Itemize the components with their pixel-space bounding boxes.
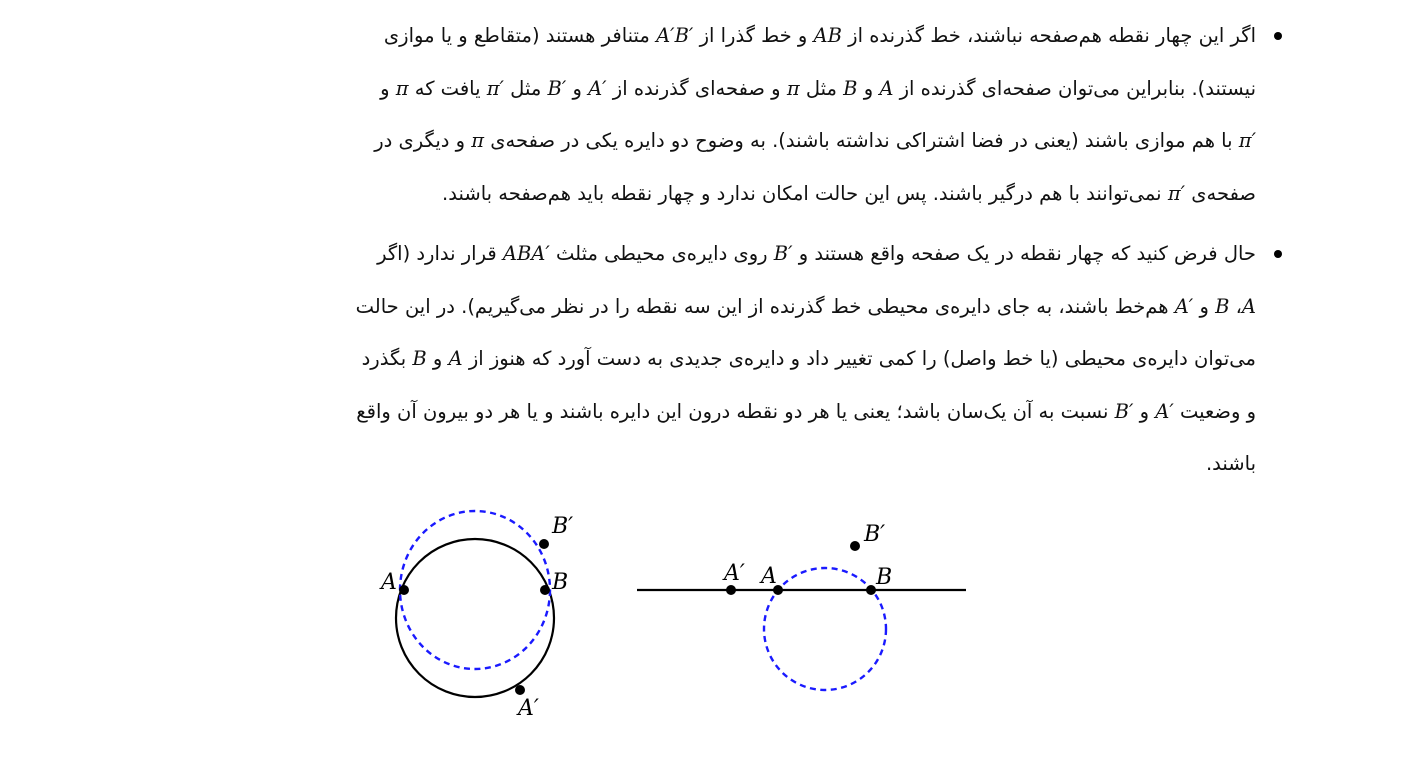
- figure-left-circles: [379, 511, 573, 721]
- paragraph-line: π′ با هم موازی باشند (یعنی در فضا اشتراکی نداشته باشند). به وضوح دو دایره یکی در صفحه‌ی π و دیگری در: [374, 129, 1256, 152]
- label-Aprime: A′: [518, 696, 539, 721]
- point-B: [540, 585, 550, 595]
- label-A: A: [381, 570, 397, 595]
- point-B: [866, 585, 876, 595]
- label-Bprime: B′: [552, 514, 574, 539]
- point-Bprime: [539, 539, 549, 549]
- paragraph-line: A، B و A′ هم‌خط باشند، به جای دایره‌ی محیطی خط گذرنده از این سه نقطه را در نظر می‌گیریم). در این حالت: [355, 294, 1256, 318]
- new-circle-dashed: [400, 511, 550, 669]
- paragraph-line: و وضعیت A′ و B′ نسبت به آن یک‌سان باشد؛ یعنی یا هر دو نقطه درون این دایره باشند و یا هر دو بیرون آن واقع: [356, 399, 1256, 423]
- math-AB: AB: [813, 24, 842, 47]
- label-B: B: [552, 570, 569, 595]
- label-B: B: [876, 565, 893, 590]
- point-Bprime: [850, 541, 860, 551]
- paragraph-line: می‌توان دایره‌ی محیطی (یا خط واصل) را کمی تغییر داد و دایره‌ی جدیدی به دست آورد که هنوز از A و B بگذرد: [361, 347, 1256, 370]
- label-Bprime: B′: [864, 522, 886, 547]
- paragraph-line: صفحه‌ی π′ نمی‌توانند با هم درگیر باشند. پس این حالت امکان ندارد و چهار نقطه باید هم‌صفحه باشند.: [442, 181, 1256, 205]
- circumcircle-solid: [396, 539, 554, 697]
- point-Aprime: [515, 685, 525, 695]
- point-Aprime: [726, 585, 736, 595]
- paragraph-line: حال فرض کنید که چهار نقطه در یک صفحه واقع هستند و B′ روی دایره‌ی محیطی مثلث ABA′ قرار ندارد (اگر: [377, 242, 1256, 265]
- label-A: A: [761, 564, 777, 589]
- paragraph-line: نیستند). بنابراین می‌توان صفحه‌ای گذرنده از A و B مثل π و صفحه‌ای گذرنده از A′ و B′ مثل π′ یافت که π و: [380, 76, 1256, 100]
- figure-right-line-circle: [637, 522, 966, 690]
- paragraph-line: باشند.: [1205, 452, 1256, 475]
- point-A: [399, 585, 409, 595]
- paragraph-line: اگر این چهار نقطه هم‌صفحه نباشند، خط گذرنده از AB و خط گذرا از A′B′ متنافر هستند (متقاطع و یا موازی: [383, 24, 1256, 47]
- label-Aprime: A′: [724, 561, 745, 586]
- math-ApBp: A′B′: [656, 24, 694, 47]
